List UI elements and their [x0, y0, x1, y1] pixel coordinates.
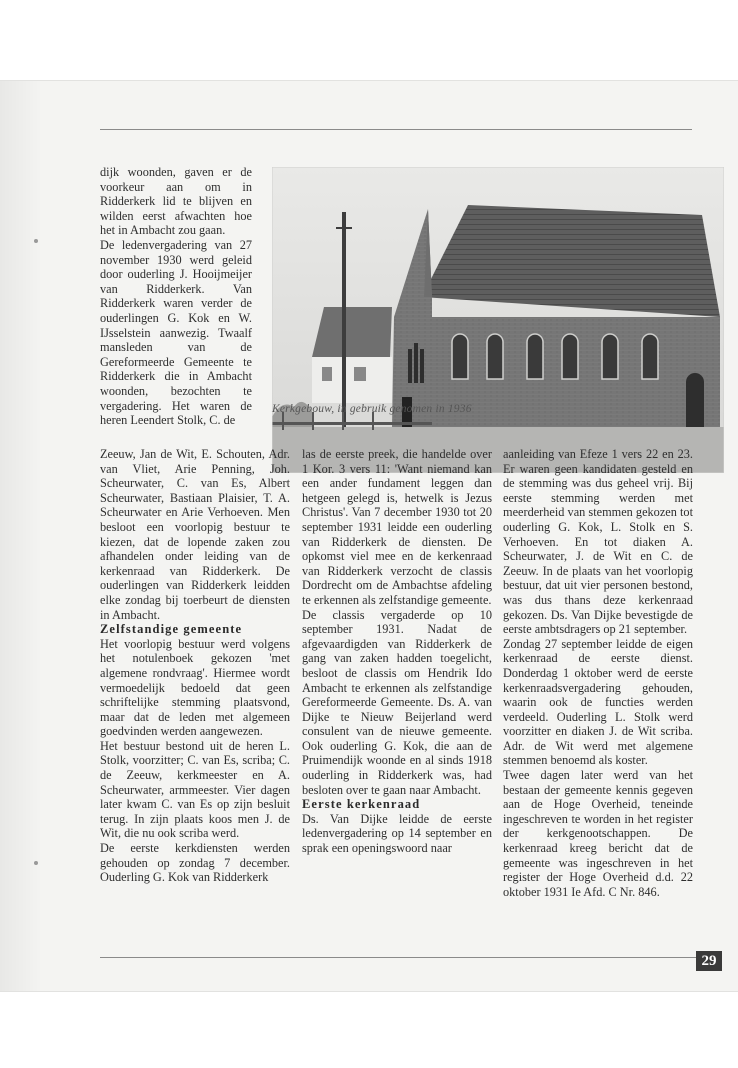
binder-hole-mark: [34, 861, 38, 865]
section-heading: Zelfstandige gemeente: [100, 622, 243, 637]
binder-hole-mark: [34, 239, 38, 243]
paragraph: Ds. Van Dijke leidde de eerste ledenvergadering op 14 september en sprak een openingswoord naar: [302, 811, 492, 856]
paragraph: De eerste kerkdiensten werden gehouden op zondag 7 december. Ouderling G. Kok van Ridderkerk: [100, 841, 290, 885]
column-1-top: [100, 165, 252, 428]
church-building-image: [272, 167, 724, 473]
column-3: [503, 447, 693, 899]
bottom-rule: [100, 957, 696, 958]
paragraph: aanleiding van Efeze 1 vers 22 en 23. Er waren geen kandidaten gesteld en de stemming was dus geheel vrij. Bij eerste stemming werden met meerderheid van stemmen gekozen tot ouderling G. Kok, L. Stolk en S. Verhoeven. En tot diaken A. Scheurwater, J. de Wit en C. de Zeeuw. In de plaats van het voorlopig bestuur, dat uit vier personen bestond, was dus thans deze kerkenraad gekozen. Ds. Van Dijke bevestigde de eerste ambtsdragers op 21 september.: [503, 447, 693, 637]
column-2: [302, 447, 492, 856]
paragraph: Het bestuur bestond uit de heren L. Stolk, voorzitter; C. van Es, scriba; C. de Zeeuw, kerkmeester en A. Scheurwater, armmeester. Vier dagen later kwam C. van Es op zijn besluit terug. In zijn plaats koos men J. de Wit, die nu ook scriba werd.: [100, 738, 290, 841]
book-page: [0, 80, 738, 992]
column-1-bottom: [100, 447, 290, 885]
church-photo: [272, 167, 724, 473]
paragraph: Zondag 27 september leidde de eigen kerkenraad de eerste dienst. Donderdag 1 oktober werd de eerste kerkenraadsvergadering gehouden, waarin ook de functies werden verdeeld. Ouderling L. Stolk werd voorzitter en diaken J. de Wit scriba. Adr. de Wit werd met algemene stemmen benoemd als koster.: [503, 636, 693, 768]
figure-caption: Kerkgebouw, in gebruik genomen in 1936: [272, 403, 472, 415]
paragraph: Twee dagen later werd van het bestaan der gemeente kennis gegeven aan de Hoge Overheid, teneinde ingeschreven te worden in het register der kerkgenootschappen. De kerkenraad kreeg bericht dat de gemeente was ingeschreven in het register der Hoge Overheid d.d. 22 oktober 1931 Ie Afd. C Nr. 846.: [503, 768, 693, 899]
section-heading: Eerste kerkenraad: [302, 797, 421, 812]
paragraph: Zeeuw, Jan de Wit, E. Schouten, Adr. van Vliet, Arie Penning, Joh. Scheurwater, C. van Es, Albert Scheurwater, Bastiaan Plaisier, T. A. Scheurwater en Arie Verhoeven. Men besloot een voorlopig bestuur te kiezen, dat de lopende zaken zou afhandelen onder leiding van de kerkenraad van Ridderkerk. De ouderlingen van Ridderkerk leidden elke zondag bij toerbeurt de diensten in Ambacht.: [100, 447, 290, 622]
page-number: 29: [696, 951, 722, 971]
paragraph: las de eerste preek, die handelde over 1 Kor. 3 vers 11: 'Want niemand kan een ander fundament leggen dan hetgeen gelegd is, hetwelk is Jezus Christus'. Van 7 december 1930 tot 20 september 1931 leidde een ouderling van Ridderkerk de diensten. De opkomst viel mee en de kerkenraad van Ridderkerk verzocht de classis Dordrecht om de Ambachtse afdeling te erkennen als zelfstandige gemeente.: [302, 447, 492, 607]
paragraph: De classis vergaderde op 10 september 1931. Nadat de afgevaardigden van Ridderkerk de gang van zaken hadden toegelicht, besloot de classis om Hendrik Ido Ambacht te erkennen als zelfstandige Gereformeerde Gemeente. Ds. A. van Dijke te Nieuw Beijerland werd consulent van de nieuwe gemeente. Ook ouderling G. Kok, die aan de Pruimendijk woonde en al sinds 1918 ouderling in Ridderkerk was, had besloten over te gaan naar Ambacht.: [302, 607, 492, 797]
paragraph: De ledenvergadering van 27 november 1930 werd geleid door ouderling J. Hooijmeijer van Ridderkerk. Van Ridderkerk waren verder de ouderlingen G. Kok en W. IJsselstein aanwezig. Twaalf mansleden van de Gereformeerde Gemeente te Ridderkerk die in Ambacht woonden, bezochten te vergadering. Het waren de heren Leendert Stolk, C. de: [100, 237, 252, 428]
paragraph: dijk woonden, gaven er de voorkeur aan om in Ridderkerk lid te blijven en wilden eerst afwachten hoe het in Ambacht zou gaan.: [100, 165, 252, 238]
top-rule: [100, 129, 692, 130]
paragraph: Het voorlopig bestuur werd volgens het notulenboek gekozen 'met algemene rondvraag'. Hiermee wordt vermoedelijk bedoeld dat geen schriftelijke stemming plaatsvond, maar dat de leden met algemeen goedvinden werden aangewezen.: [100, 636, 290, 739]
page-fold-shadow: [0, 81, 42, 991]
